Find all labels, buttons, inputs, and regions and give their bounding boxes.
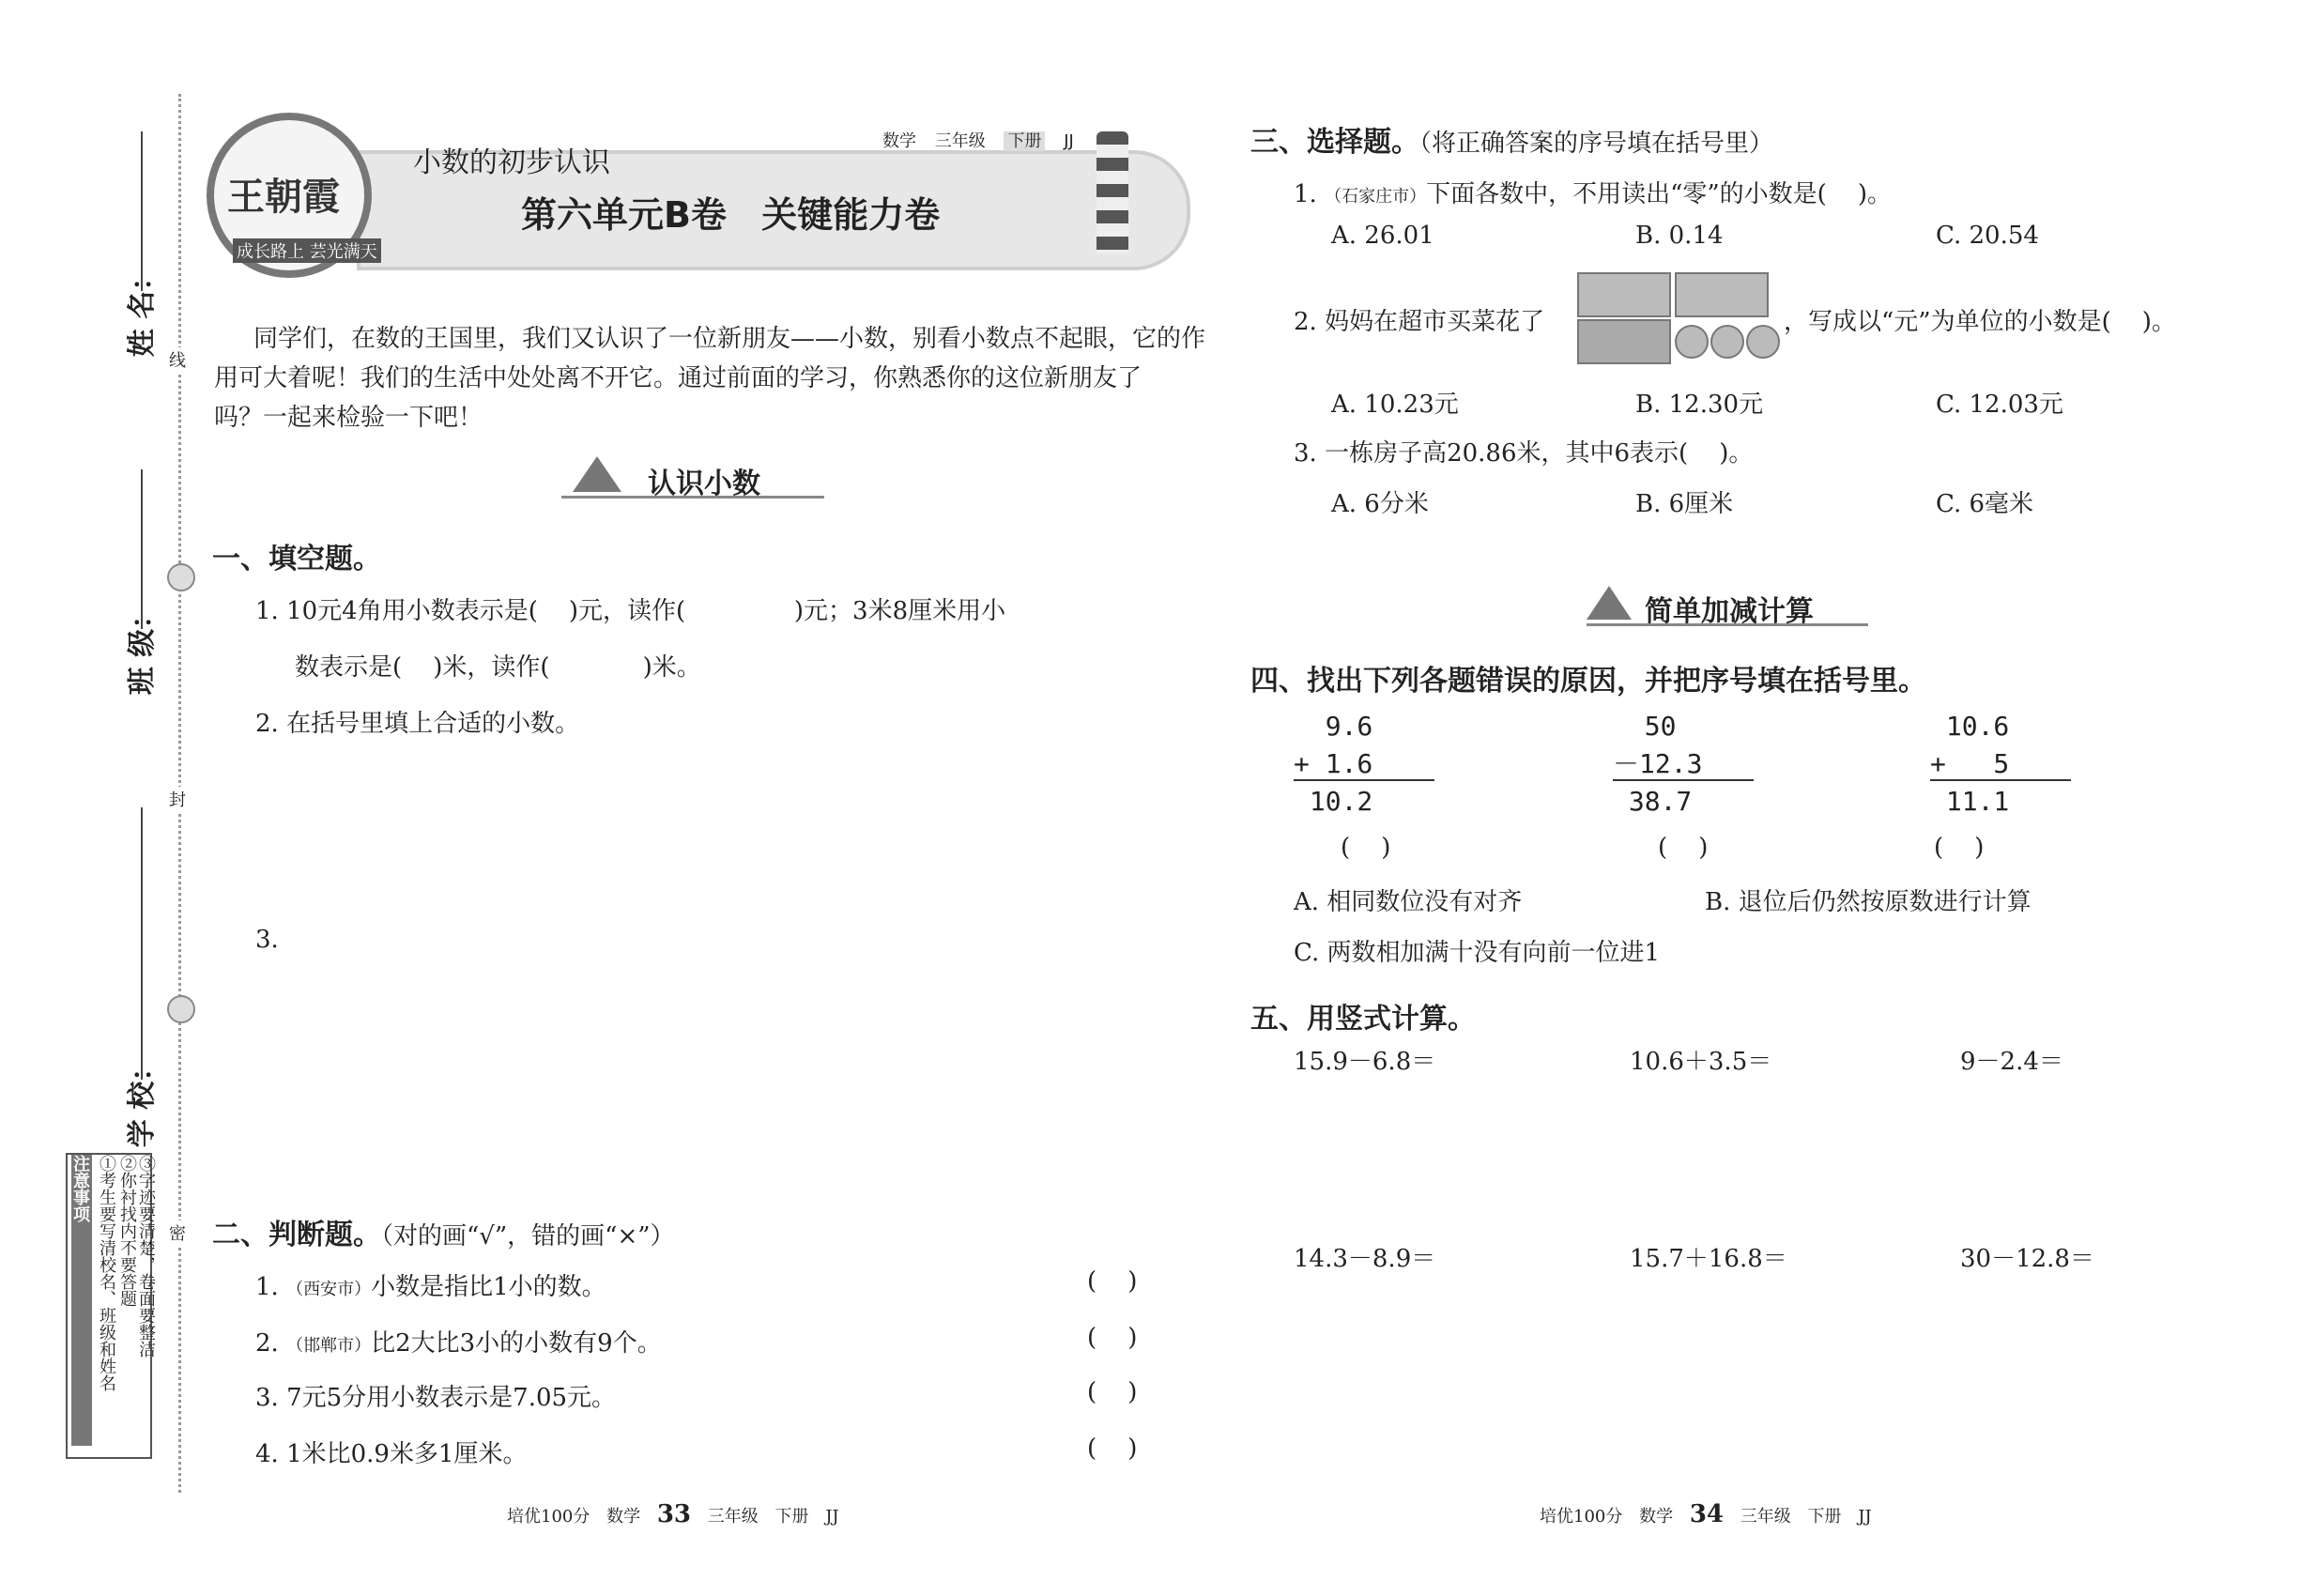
section-underline	[561, 496, 824, 499]
school-field[interactable]	[141, 807, 145, 1080]
calc-item: 30－12.8＝	[1960, 1245, 2094, 1273]
q2-title: 二、判断题。（对的画“√”，错的画“×”）	[212, 1219, 675, 1251]
choice-opt[interactable]: B. 6厘米	[1635, 490, 1734, 518]
sailboat-icon	[1587, 586, 1632, 620]
choice-opt[interactable]: B. 0.14	[1635, 222, 1724, 250]
note-1: ①考生要写清校名、班级和姓名	[97, 1155, 116, 1391]
coin-icon	[1746, 325, 1780, 359]
wrong-calc: 10.6 + 5 11.1	[1930, 711, 2010, 817]
calc-item: 14.3－8.9＝	[1294, 1245, 1436, 1273]
reason-answer[interactable]: ( )	[1341, 834, 1391, 862]
reason-answer[interactable]: ( )	[1934, 834, 1985, 862]
section-title-b: 简单加减计算	[1645, 595, 1814, 628]
class-label: 班 级：	[126, 600, 160, 696]
judge-item: 4. 1米比0.9米多1厘米。	[255, 1440, 528, 1468]
banknote-icon	[1675, 272, 1769, 317]
banknote-icon	[1577, 272, 1671, 317]
reason-c: C. 两数相加满十没有向前一位进1	[1294, 939, 1661, 967]
q5-title: 五、用竖式计算。	[1250, 1003, 1476, 1036]
banknote-icon	[1577, 319, 1671, 364]
q1-item1: 1. 10元4角用小数表示是( )元，读作( )元；3米8厘米用小	[255, 597, 1006, 625]
choice-opt[interactable]: A. 26.01	[1331, 222, 1434, 250]
notes-box	[66, 1153, 156, 1459]
logo-text: 王朝霞	[227, 176, 340, 219]
q1-title: 一、填空题。	[212, 543, 381, 575]
class-field[interactable]	[141, 469, 145, 629]
calc-item: 15.7＋16.8＝	[1630, 1245, 1787, 1273]
choice-item: 1. （石家庄市）下面各数中，不用读出“零”的小数是( )。	[1294, 180, 1893, 208]
choice-item: 2. 妈妈在超市买菜花了	[1294, 308, 1545, 336]
footer-left: 培优100分 数学 33 三年级 下册 JJ	[507, 1500, 839, 1528]
judge-answer[interactable]: ( )	[1087, 1267, 1138, 1296]
judge-item: 3. 7元5分用小数表示是7.05元。	[255, 1384, 617, 1412]
wrong-calc: 50 －12.3 38.7	[1613, 711, 1703, 817]
name-label: 姓 名：	[126, 262, 160, 358]
footer-right: 培优100分 数学 34 三年级 下册 JJ	[1540, 1500, 1872, 1528]
q1-item3: 3.	[255, 926, 279, 954]
choice-item-cont: ，写成以“元”为单位的小数是( )。	[1784, 308, 2176, 336]
section-title-a: 认识小数	[648, 468, 760, 500]
money-image	[1577, 272, 1784, 362]
coin-icon	[1675, 325, 1709, 359]
choice-opt[interactable]: A. 6分米	[1331, 490, 1429, 518]
calc-item: 9－2.4＝	[1960, 1048, 2063, 1076]
side-mark: 密	[169, 1220, 186, 1245]
reason-b: B. 退位后仍然按原数进行计算	[1705, 888, 2032, 916]
coin-icon	[1710, 325, 1744, 359]
q1-item1-cont: 数表示是( )米，读作( )米。	[295, 653, 701, 682]
unit-topic: 小数的初步认识	[413, 146, 610, 179]
calc-line	[1930, 779, 2071, 781]
brand-logo	[207, 113, 377, 278]
side-mark: 线	[169, 347, 186, 372]
judge-answer[interactable]: ( )	[1087, 1378, 1138, 1406]
lighthouse-icon	[1096, 131, 1128, 253]
punch-hole	[167, 563, 195, 591]
sailboat-icon	[573, 456, 621, 492]
q4-title: 四、找出下列各题错误的原因，并把序号填在括号里。	[1250, 665, 1926, 698]
reason-answer[interactable]: ( )	[1658, 834, 1709, 862]
intro-line: 用可大着呢！我们的生活中处处离不开它。通过前面的学习，你熟悉你的这位新朋友了	[214, 364, 1142, 392]
q1-item4	[255, 1095, 263, 1123]
calc-item: 10.6＋3.5＝	[1630, 1048, 1772, 1076]
intro-line: 同学们，在数的王国里，我们又认识了一位新朋友——小数，别看小数点不起眼，它的作	[253, 325, 1206, 353]
judge-item: 2. （邯郸市）比2大比3小的小数有9个。	[255, 1329, 662, 1358]
note-3: ③字迹要清楚，卷面要整洁	[136, 1155, 156, 1358]
notes-title: 注意事项	[71, 1155, 92, 1446]
q3-title: 三、选择题。（将正确答案的序号填在括号里）	[1250, 126, 1774, 159]
choice-opt[interactable]: A. 10.23元	[1331, 391, 1459, 419]
reason-a: A. 相同数位没有对齐	[1294, 888, 1523, 916]
q1-item2: 2. 在括号里填上合适的小数。	[255, 710, 580, 738]
wrong-calc: 9.6 + 1.6 10.2	[1294, 711, 1373, 817]
name-field[interactable]	[141, 131, 145, 291]
calc-line	[1294, 779, 1434, 781]
choice-opt[interactable]: C. 12.03元	[1936, 391, 2063, 419]
punch-hole	[167, 995, 195, 1023]
subject-tags: 数学 三年级 下册 JJ	[882, 131, 1074, 151]
judge-answer[interactable]: ( )	[1087, 1324, 1138, 1352]
choice-item: 3. 一栋房子高20.86米，其中6表示( )。	[1294, 439, 1754, 468]
side-mark: 封	[169, 787, 186, 811]
intro-line: 吗？一起来检验一下吧！	[214, 404, 483, 432]
judge-item: 1. （西安市）小数是指比1小的数。	[255, 1273, 606, 1301]
note-2: ②你衬找内不要答题	[117, 1155, 137, 1307]
logo-sub: 成长路上 芸光满天	[233, 238, 381, 263]
choice-opt[interactable]: B. 12.30元	[1635, 391, 1764, 419]
school-label: 学 校：	[126, 1052, 160, 1148]
calc-line	[1613, 779, 1754, 781]
calc-item: 15.9－6.8＝	[1294, 1048, 1436, 1076]
judge-answer[interactable]: ( )	[1087, 1435, 1138, 1463]
choice-opt[interactable]: C. 20.54	[1936, 222, 2039, 250]
section-underline	[1587, 623, 1868, 626]
choice-opt[interactable]: C. 6毫米	[1936, 490, 2034, 518]
page-title: 第六单元B卷 关键能力卷	[521, 194, 941, 236]
